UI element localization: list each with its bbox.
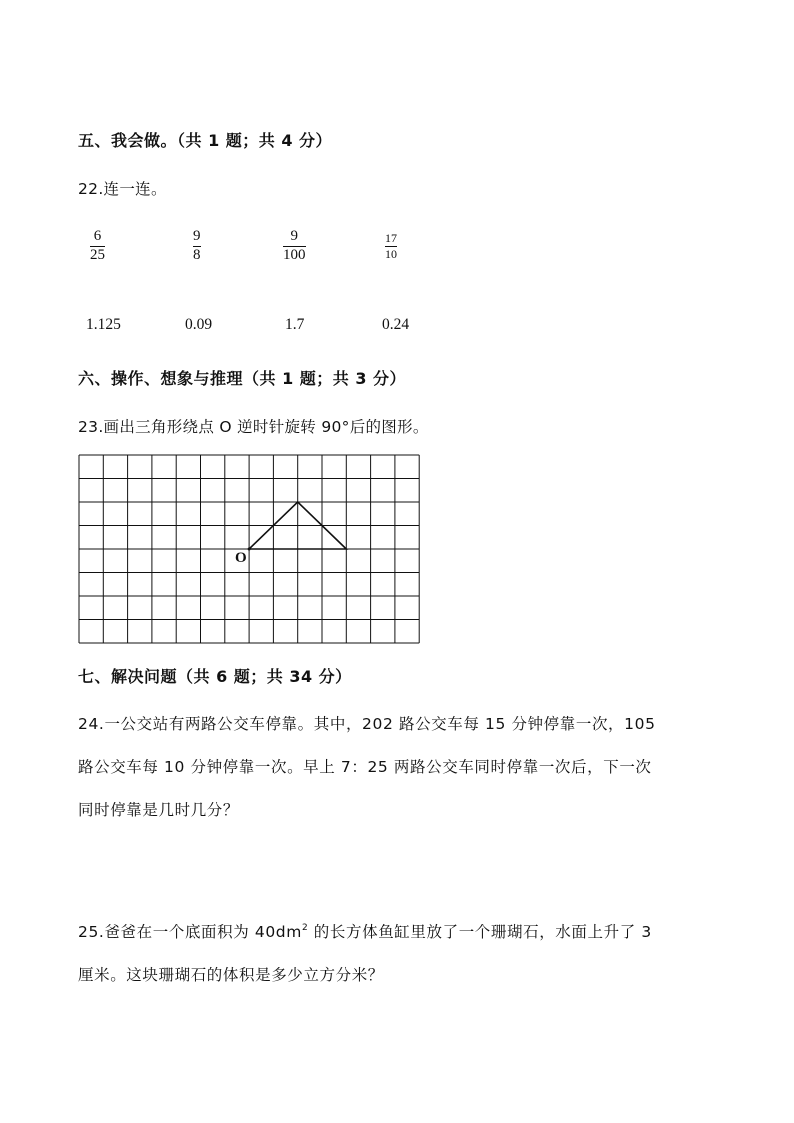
decimal-card-4[interactable]: 0.24 xyxy=(382,316,410,333)
question-25-text-a: 25.爸爸在一个底面积为 40dm xyxy=(78,923,302,941)
question-24-line-3: 同时停靠是几时几分？ xyxy=(78,801,240,819)
question-25-text-b: 的长方体鱼缸里放了一个珊瑚石，水面上升了 3 xyxy=(308,923,652,941)
decimal-card-2[interactable]: 0.09 xyxy=(185,316,213,333)
section-7-heading: 七、解决问题（共 6 题；共 34 分） xyxy=(78,667,352,686)
question-24-line-1: 24.一公交站有两路公交车停靠。其中，202 路公交车每 15 分钟停靠一次，105 xyxy=(78,715,656,733)
superscript-2: 2 xyxy=(301,923,309,933)
question-22-prompt: 22.连一连。 xyxy=(78,180,167,198)
fraction-denominator: 25 xyxy=(90,247,105,263)
point-o-label: O xyxy=(235,550,247,566)
fraction-denominator: 8 xyxy=(193,247,201,263)
decimal-card-3[interactable]: 1.7 xyxy=(285,316,305,333)
fraction-numerator: 9 xyxy=(193,228,201,244)
point-o xyxy=(248,548,251,551)
fraction-card-2[interactable] xyxy=(193,228,201,264)
fraction-denominator: 10 xyxy=(385,247,397,261)
rotation-grid[interactable] xyxy=(78,454,424,646)
fraction-numerator: 17 xyxy=(385,231,397,245)
fraction-numerator: 6 xyxy=(93,228,102,244)
question-25-line-2: 厘米。这块珊瑚石的体积是多少立方分米？ xyxy=(78,966,384,984)
fraction-card-4[interactable] xyxy=(385,231,397,261)
question-24-line-2: 路公交车每 10 分钟停靠一次。早上 7：25 两路公交车同时停靠一次后，下一次 xyxy=(78,758,652,776)
question-23-prompt: 23.画出三角形绕点 O 逆时针旋转 90°后的图形。 xyxy=(78,418,429,436)
fraction-numerator: 9 xyxy=(290,228,298,244)
fraction-card-1[interactable] xyxy=(90,228,105,264)
fraction-denominator: 100 xyxy=(283,247,306,263)
section-5-heading: 五、我会做。（共 1 题；共 4 分） xyxy=(78,131,333,150)
question-25-line-1 xyxy=(78,921,652,943)
decimal-card-1[interactable]: 1.125 xyxy=(86,316,121,333)
fraction-card-3[interactable] xyxy=(283,228,306,264)
section-6-heading: 六、操作、想象与推理（共 1 题；共 3 分） xyxy=(78,369,407,388)
